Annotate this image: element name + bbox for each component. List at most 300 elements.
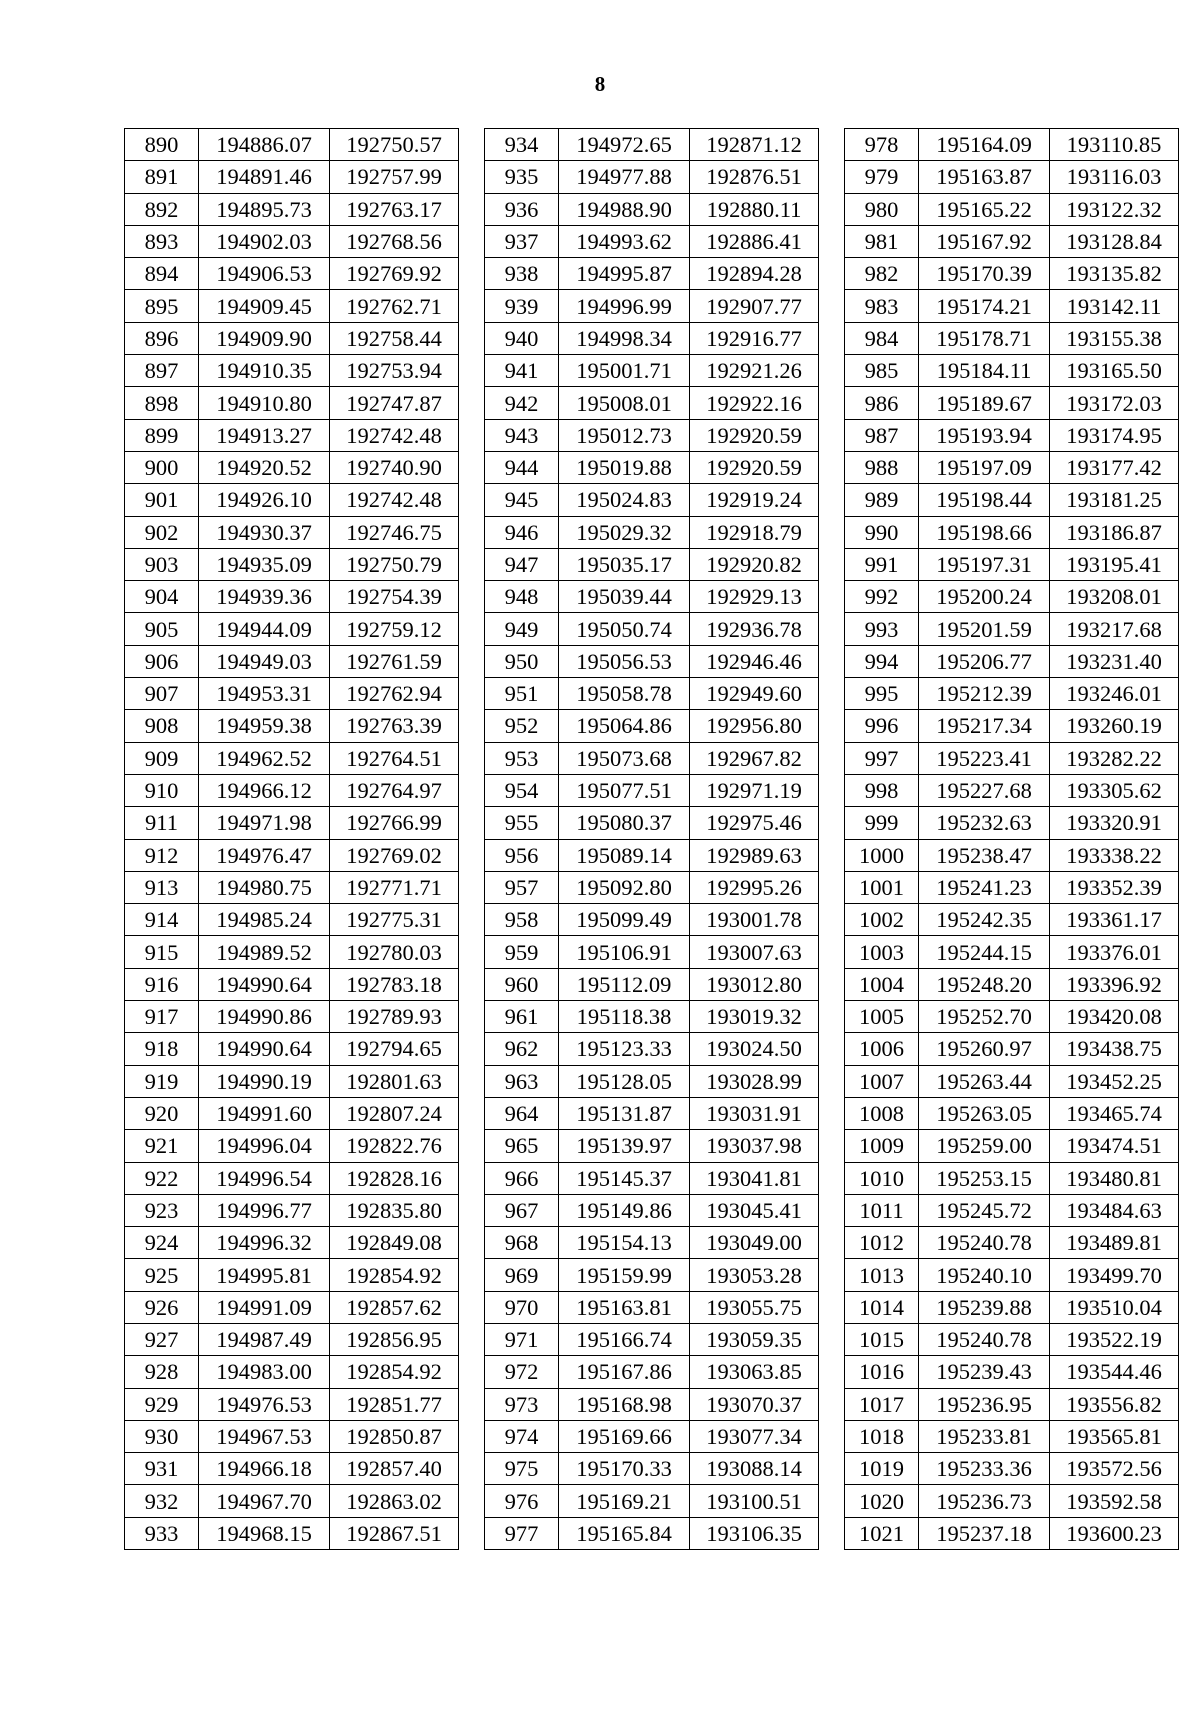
x-coordinate-cell: 195145.37 xyxy=(559,1162,690,1194)
table-row xyxy=(125,678,459,710)
point-number-cell: 909 xyxy=(125,742,199,774)
x-coordinate-cell: 194987.49 xyxy=(199,1323,330,1355)
x-coordinate-cell: 194920.52 xyxy=(199,451,330,483)
point-number-cell: 933 xyxy=(125,1517,199,1549)
table-row xyxy=(125,613,459,645)
x-coordinate-cell: 195197.09 xyxy=(919,451,1050,483)
y-coordinate-cell: 193142.11 xyxy=(1050,290,1179,322)
point-number-cell: 936 xyxy=(485,193,559,225)
point-number-cell: 893 xyxy=(125,225,199,257)
point-number-cell: 929 xyxy=(125,1388,199,1420)
point-number-cell: 1011 xyxy=(845,1194,919,1226)
point-number-cell: 1004 xyxy=(845,968,919,1000)
point-number-cell: 964 xyxy=(485,1097,559,1129)
y-coordinate-cell: 192768.56 xyxy=(330,225,459,257)
point-number-cell: 926 xyxy=(125,1291,199,1323)
x-coordinate-cell: 195198.44 xyxy=(919,484,1050,516)
x-coordinate-cell: 195159.99 xyxy=(559,1259,690,1291)
x-coordinate-cell: 195245.72 xyxy=(919,1194,1050,1226)
table-row xyxy=(485,968,819,1000)
point-number-cell: 907 xyxy=(125,678,199,710)
x-coordinate-cell: 194990.64 xyxy=(199,968,330,1000)
y-coordinate-cell: 192851.77 xyxy=(330,1388,459,1420)
point-number-cell: 981 xyxy=(845,225,919,257)
x-coordinate-cell: 194996.77 xyxy=(199,1194,330,1226)
x-coordinate-cell: 194966.18 xyxy=(199,1453,330,1485)
point-number-cell: 906 xyxy=(125,645,199,677)
y-coordinate-cell: 193217.68 xyxy=(1050,613,1179,645)
y-coordinate-cell: 193282.22 xyxy=(1050,742,1179,774)
x-coordinate-cell: 195012.73 xyxy=(559,419,690,451)
x-coordinate-cell: 195236.73 xyxy=(919,1485,1050,1517)
table-row xyxy=(125,1420,459,1452)
x-coordinate-cell: 195128.05 xyxy=(559,1065,690,1097)
x-coordinate-cell: 195167.86 xyxy=(559,1356,690,1388)
point-number-cell: 914 xyxy=(125,904,199,936)
y-coordinate-cell: 192867.51 xyxy=(330,1517,459,1549)
x-coordinate-cell: 195165.22 xyxy=(919,193,1050,225)
x-coordinate-cell: 195198.66 xyxy=(919,516,1050,548)
point-number-cell: 960 xyxy=(485,968,559,1000)
point-number-cell: 979 xyxy=(845,161,919,193)
point-number-cell: 919 xyxy=(125,1065,199,1097)
point-number-cell: 892 xyxy=(125,193,199,225)
point-number-cell: 963 xyxy=(485,1065,559,1097)
y-coordinate-cell: 192750.57 xyxy=(330,129,459,161)
point-number-cell: 920 xyxy=(125,1097,199,1129)
y-coordinate-cell: 193172.03 xyxy=(1050,387,1179,419)
x-coordinate-cell: 194991.09 xyxy=(199,1291,330,1323)
point-number-cell: 1001 xyxy=(845,871,919,903)
point-number-cell: 957 xyxy=(485,871,559,903)
point-number-cell: 905 xyxy=(125,613,199,645)
table-row xyxy=(485,193,819,225)
table-row xyxy=(845,839,1179,871)
y-coordinate-cell: 192828.16 xyxy=(330,1162,459,1194)
y-coordinate-cell: 193177.42 xyxy=(1050,451,1179,483)
y-coordinate-cell: 192857.40 xyxy=(330,1453,459,1485)
table-row xyxy=(125,548,459,580)
point-number-cell: 904 xyxy=(125,581,199,613)
table-row xyxy=(125,1291,459,1323)
table-row xyxy=(845,968,1179,1000)
y-coordinate-cell: 193420.08 xyxy=(1050,1001,1179,1033)
table-row xyxy=(485,290,819,322)
y-coordinate-cell: 193049.00 xyxy=(690,1227,819,1259)
point-number-cell: 967 xyxy=(485,1194,559,1226)
point-number-cell: 966 xyxy=(485,1162,559,1194)
y-coordinate-cell: 193600.23 xyxy=(1050,1517,1179,1549)
y-coordinate-cell: 192920.82 xyxy=(690,548,819,580)
point-number-cell: 890 xyxy=(125,129,199,161)
x-coordinate-cell: 195118.38 xyxy=(559,1001,690,1033)
y-coordinate-cell: 192956.80 xyxy=(690,710,819,742)
table-row xyxy=(845,1001,1179,1033)
point-number-cell: 1020 xyxy=(845,1485,919,1517)
point-number-cell: 1000 xyxy=(845,839,919,871)
y-coordinate-cell: 192936.78 xyxy=(690,613,819,645)
table-row xyxy=(845,548,1179,580)
point-number-cell: 970 xyxy=(485,1291,559,1323)
table-row xyxy=(485,322,819,354)
table-row xyxy=(485,678,819,710)
y-coordinate-cell: 192747.87 xyxy=(330,387,459,419)
point-number-cell: 939 xyxy=(485,290,559,322)
page-number: 8 xyxy=(594,72,606,96)
point-number-cell: 995 xyxy=(845,678,919,710)
table-row xyxy=(485,1227,819,1259)
table-row xyxy=(125,161,459,193)
table-row xyxy=(125,1065,459,1097)
point-number-cell: 928 xyxy=(125,1356,199,1388)
point-number-cell: 969 xyxy=(485,1259,559,1291)
table-row xyxy=(845,1097,1179,1129)
table-row xyxy=(845,1033,1179,1065)
point-number-cell: 1006 xyxy=(845,1033,919,1065)
x-coordinate-cell: 195242.35 xyxy=(919,904,1050,936)
x-coordinate-cell: 195189.67 xyxy=(919,387,1050,419)
y-coordinate-cell: 193208.01 xyxy=(1050,581,1179,613)
y-coordinate-cell: 193059.35 xyxy=(690,1323,819,1355)
table-row xyxy=(845,1227,1179,1259)
y-coordinate-cell: 193128.84 xyxy=(1050,225,1179,257)
x-coordinate-cell: 195252.70 xyxy=(919,1001,1050,1033)
x-coordinate-cell: 194996.99 xyxy=(559,290,690,322)
table-row xyxy=(485,904,819,936)
table-row xyxy=(845,484,1179,516)
point-number-cell: 924 xyxy=(125,1227,199,1259)
table-row xyxy=(125,871,459,903)
x-coordinate-cell: 194998.34 xyxy=(559,322,690,354)
table-row xyxy=(485,807,819,839)
y-coordinate-cell: 192789.93 xyxy=(330,1001,459,1033)
point-number-cell: 932 xyxy=(125,1485,199,1517)
x-coordinate-cell: 194909.90 xyxy=(199,322,330,354)
table-row xyxy=(125,355,459,387)
x-coordinate-cell: 195149.86 xyxy=(559,1194,690,1226)
y-coordinate-cell: 192967.82 xyxy=(690,742,819,774)
table-row xyxy=(845,581,1179,613)
table-row xyxy=(485,1420,819,1452)
y-coordinate-cell: 192918.79 xyxy=(690,516,819,548)
table-row xyxy=(485,1162,819,1194)
table-row xyxy=(485,484,819,516)
x-coordinate-cell: 194980.75 xyxy=(199,871,330,903)
y-coordinate-cell: 192894.28 xyxy=(690,258,819,290)
y-coordinate-cell: 192794.65 xyxy=(330,1033,459,1065)
table-row xyxy=(485,613,819,645)
table-row xyxy=(125,451,459,483)
x-coordinate-cell: 195184.11 xyxy=(919,355,1050,387)
x-coordinate-cell: 195080.37 xyxy=(559,807,690,839)
x-coordinate-cell: 194988.90 xyxy=(559,193,690,225)
x-coordinate-cell: 194959.38 xyxy=(199,710,330,742)
x-coordinate-cell: 195236.95 xyxy=(919,1388,1050,1420)
x-coordinate-cell: 194995.81 xyxy=(199,1259,330,1291)
x-coordinate-cell: 194993.62 xyxy=(559,225,690,257)
y-coordinate-cell: 192946.46 xyxy=(690,645,819,677)
x-coordinate-cell: 195206.77 xyxy=(919,645,1050,677)
x-coordinate-cell: 194996.04 xyxy=(199,1130,330,1162)
table-row xyxy=(125,1162,459,1194)
table-row xyxy=(485,581,819,613)
y-coordinate-cell: 193077.34 xyxy=(690,1420,819,1452)
y-coordinate-cell: 192975.46 xyxy=(690,807,819,839)
table-row xyxy=(125,774,459,806)
table-row xyxy=(485,225,819,257)
x-coordinate-cell: 195244.15 xyxy=(919,936,1050,968)
y-coordinate-cell: 193070.37 xyxy=(690,1388,819,1420)
point-number-cell: 923 xyxy=(125,1194,199,1226)
point-number-cell: 903 xyxy=(125,548,199,580)
x-coordinate-cell: 194972.65 xyxy=(559,129,690,161)
x-coordinate-cell: 194990.86 xyxy=(199,1001,330,1033)
table-row xyxy=(845,1130,1179,1162)
y-coordinate-cell: 193522.19 xyxy=(1050,1323,1179,1355)
table-row xyxy=(485,129,819,161)
point-number-cell: 977 xyxy=(485,1517,559,1549)
y-coordinate-cell: 192801.63 xyxy=(330,1065,459,1097)
table-row xyxy=(125,484,459,516)
point-number-cell: 956 xyxy=(485,839,559,871)
y-coordinate-cell: 192769.02 xyxy=(330,839,459,871)
x-coordinate-cell: 195073.68 xyxy=(559,742,690,774)
y-coordinate-cell: 193338.22 xyxy=(1050,839,1179,871)
point-number-cell: 965 xyxy=(485,1130,559,1162)
x-coordinate-cell: 195227.68 xyxy=(919,774,1050,806)
x-coordinate-cell: 195164.09 xyxy=(919,129,1050,161)
table-row xyxy=(125,1227,459,1259)
point-number-cell: 986 xyxy=(845,387,919,419)
y-coordinate-cell: 192769.92 xyxy=(330,258,459,290)
point-number-cell: 1015 xyxy=(845,1323,919,1355)
table-row xyxy=(485,1323,819,1355)
y-coordinate-cell: 193361.17 xyxy=(1050,904,1179,936)
y-coordinate-cell: 192822.76 xyxy=(330,1130,459,1162)
x-coordinate-cell: 195092.80 xyxy=(559,871,690,903)
point-number-cell: 918 xyxy=(125,1033,199,1065)
y-coordinate-cell: 193012.80 xyxy=(690,968,819,1000)
table-row xyxy=(125,742,459,774)
x-coordinate-cell: 195166.74 xyxy=(559,1323,690,1355)
x-coordinate-cell: 194935.09 xyxy=(199,548,330,580)
table-row xyxy=(845,774,1179,806)
point-number-cell: 975 xyxy=(485,1453,559,1485)
y-coordinate-cell: 192871.12 xyxy=(690,129,819,161)
x-coordinate-cell: 195024.83 xyxy=(559,484,690,516)
table-row xyxy=(845,645,1179,677)
point-number-cell: 925 xyxy=(125,1259,199,1291)
y-coordinate-cell: 192880.11 xyxy=(690,193,819,225)
table-row xyxy=(845,193,1179,225)
x-coordinate-cell: 195241.23 xyxy=(919,871,1050,903)
point-number-cell: 1017 xyxy=(845,1388,919,1420)
y-coordinate-cell: 193186.87 xyxy=(1050,516,1179,548)
table-row xyxy=(125,1453,459,1485)
point-number-cell: 959 xyxy=(485,936,559,968)
table-row xyxy=(845,1517,1179,1549)
point-number-cell: 942 xyxy=(485,387,559,419)
y-coordinate-cell: 193480.81 xyxy=(1050,1162,1179,1194)
x-coordinate-cell: 195240.78 xyxy=(919,1323,1050,1355)
table-row xyxy=(485,1130,819,1162)
x-coordinate-cell: 195165.84 xyxy=(559,1517,690,1549)
x-coordinate-cell: 195131.87 xyxy=(559,1097,690,1129)
point-number-cell: 955 xyxy=(485,807,559,839)
point-number-cell: 944 xyxy=(485,451,559,483)
y-coordinate-cell: 192995.26 xyxy=(690,871,819,903)
x-coordinate-cell: 195123.33 xyxy=(559,1033,690,1065)
y-coordinate-cell: 192854.92 xyxy=(330,1259,459,1291)
table-row xyxy=(485,1485,819,1517)
y-coordinate-cell: 192761.59 xyxy=(330,645,459,677)
y-coordinate-cell: 193195.41 xyxy=(1050,548,1179,580)
point-number-cell: 1016 xyxy=(845,1356,919,1388)
y-coordinate-cell: 193510.04 xyxy=(1050,1291,1179,1323)
point-number-cell: 941 xyxy=(485,355,559,387)
table-row xyxy=(125,710,459,742)
table-row xyxy=(485,1259,819,1291)
x-coordinate-cell: 194995.87 xyxy=(559,258,690,290)
x-coordinate-cell: 195260.97 xyxy=(919,1033,1050,1065)
point-number-cell: 991 xyxy=(845,548,919,580)
y-coordinate-cell: 192763.39 xyxy=(330,710,459,742)
table-row xyxy=(125,1097,459,1129)
table-row xyxy=(125,1001,459,1033)
x-coordinate-cell: 195058.78 xyxy=(559,678,690,710)
y-coordinate-cell: 192886.41 xyxy=(690,225,819,257)
x-coordinate-cell: 195170.33 xyxy=(559,1453,690,1485)
point-number-cell: 948 xyxy=(485,581,559,613)
point-number-cell: 949 xyxy=(485,613,559,645)
y-coordinate-cell: 192783.18 xyxy=(330,968,459,1000)
y-coordinate-cell: 193592.58 xyxy=(1050,1485,1179,1517)
table-row xyxy=(485,516,819,548)
point-number-cell: 943 xyxy=(485,419,559,451)
point-number-cell: 951 xyxy=(485,678,559,710)
table-row xyxy=(485,645,819,677)
table-row xyxy=(845,1065,1179,1097)
y-coordinate-cell: 193088.14 xyxy=(690,1453,819,1485)
y-coordinate-cell: 192754.39 xyxy=(330,581,459,613)
point-number-cell: 908 xyxy=(125,710,199,742)
y-coordinate-cell: 192929.13 xyxy=(690,581,819,613)
y-coordinate-cell: 192762.71 xyxy=(330,290,459,322)
x-coordinate-cell: 194983.00 xyxy=(199,1356,330,1388)
y-coordinate-cell: 193231.40 xyxy=(1050,645,1179,677)
x-coordinate-cell: 194996.32 xyxy=(199,1227,330,1259)
point-number-cell: 1019 xyxy=(845,1453,919,1485)
table-row xyxy=(125,129,459,161)
point-number-cell: 913 xyxy=(125,871,199,903)
point-number-cell: 1007 xyxy=(845,1065,919,1097)
table-row xyxy=(125,1485,459,1517)
y-coordinate-cell: 192807.24 xyxy=(330,1097,459,1129)
table-row xyxy=(845,1162,1179,1194)
y-coordinate-cell: 193305.62 xyxy=(1050,774,1179,806)
point-number-cell: 978 xyxy=(845,129,919,161)
x-coordinate-cell: 195240.78 xyxy=(919,1227,1050,1259)
table-row xyxy=(485,161,819,193)
point-number-cell: 1014 xyxy=(845,1291,919,1323)
table-row xyxy=(845,1323,1179,1355)
point-number-cell: 962 xyxy=(485,1033,559,1065)
y-coordinate-cell: 193260.19 xyxy=(1050,710,1179,742)
x-coordinate-cell: 195232.63 xyxy=(919,807,1050,839)
point-number-cell: 990 xyxy=(845,516,919,548)
point-number-cell: 974 xyxy=(485,1420,559,1452)
x-coordinate-cell: 195200.24 xyxy=(919,581,1050,613)
point-number-cell: 917 xyxy=(125,1001,199,1033)
table-row xyxy=(845,355,1179,387)
x-coordinate-cell: 195223.41 xyxy=(919,742,1050,774)
y-coordinate-cell: 193352.39 xyxy=(1050,871,1179,903)
x-coordinate-cell: 195197.31 xyxy=(919,548,1050,580)
x-coordinate-cell: 195259.00 xyxy=(919,1130,1050,1162)
y-coordinate-cell: 192835.80 xyxy=(330,1194,459,1226)
y-coordinate-cell: 193484.63 xyxy=(1050,1194,1179,1226)
point-number-cell: 988 xyxy=(845,451,919,483)
point-number-cell: 947 xyxy=(485,548,559,580)
y-coordinate-cell: 193063.85 xyxy=(690,1356,819,1388)
table-row xyxy=(485,1453,819,1485)
table-row xyxy=(125,225,459,257)
y-coordinate-cell: 192746.75 xyxy=(330,516,459,548)
table-row xyxy=(485,774,819,806)
x-coordinate-cell: 195238.47 xyxy=(919,839,1050,871)
table-row xyxy=(125,645,459,677)
table-row xyxy=(845,161,1179,193)
y-coordinate-cell: 193174.95 xyxy=(1050,419,1179,451)
point-number-cell: 983 xyxy=(845,290,919,322)
x-coordinate-cell: 195263.44 xyxy=(919,1065,1050,1097)
point-number-cell: 961 xyxy=(485,1001,559,1033)
table-row xyxy=(845,387,1179,419)
table-row xyxy=(845,807,1179,839)
x-coordinate-cell: 195169.66 xyxy=(559,1420,690,1452)
point-number-cell: 896 xyxy=(125,322,199,354)
x-coordinate-cell: 195167.92 xyxy=(919,225,1050,257)
x-coordinate-cell: 194949.03 xyxy=(199,645,330,677)
y-coordinate-cell: 193019.32 xyxy=(690,1001,819,1033)
table-row xyxy=(125,581,459,613)
point-number-cell: 935 xyxy=(485,161,559,193)
y-coordinate-cell: 193489.81 xyxy=(1050,1227,1179,1259)
y-coordinate-cell: 192758.44 xyxy=(330,322,459,354)
table-row xyxy=(125,1388,459,1420)
x-coordinate-cell: 194996.54 xyxy=(199,1162,330,1194)
y-coordinate-cell: 192920.59 xyxy=(690,419,819,451)
x-coordinate-cell: 194895.73 xyxy=(199,193,330,225)
point-number-cell: 938 xyxy=(485,258,559,290)
x-coordinate-cell: 194926.10 xyxy=(199,484,330,516)
y-coordinate-cell: 192757.99 xyxy=(330,161,459,193)
x-coordinate-cell: 195099.49 xyxy=(559,904,690,936)
x-coordinate-cell: 195170.39 xyxy=(919,258,1050,290)
y-coordinate-cell: 193556.82 xyxy=(1050,1388,1179,1420)
coordinate-table-2 xyxy=(484,128,819,1550)
point-number-cell: 952 xyxy=(485,710,559,742)
x-coordinate-cell: 195050.74 xyxy=(559,613,690,645)
y-coordinate-cell: 192771.71 xyxy=(330,871,459,903)
x-coordinate-cell: 194906.53 xyxy=(199,258,330,290)
y-coordinate-cell: 192763.17 xyxy=(330,193,459,225)
x-coordinate-cell: 195263.05 xyxy=(919,1097,1050,1129)
point-number-cell: 1009 xyxy=(845,1130,919,1162)
table-row xyxy=(125,1130,459,1162)
x-coordinate-cell: 194989.52 xyxy=(199,936,330,968)
y-coordinate-cell: 193565.81 xyxy=(1050,1420,1179,1452)
